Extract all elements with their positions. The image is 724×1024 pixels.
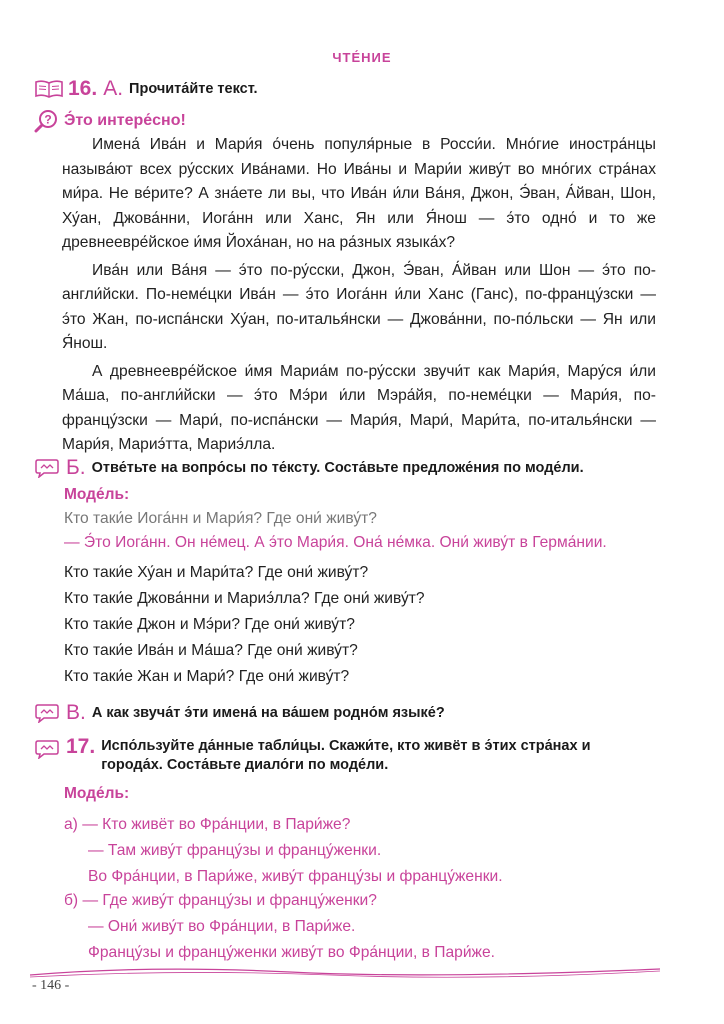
dialog-line: — Где живу́т францу́зы и францу́женки? [82, 892, 377, 909]
task17-header [34, 735, 591, 773]
dialog-line: — Кто живёт во Фра́нции, в Пари́же? [82, 816, 351, 833]
task17-number: 17. [66, 735, 96, 758]
dialog-line: — Там живу́т францу́зы и францу́женки. [88, 842, 382, 859]
speech-bubble-icon [34, 739, 60, 759]
interesting-label: Э́то интере́сно! [64, 112, 186, 129]
model-label: Моде́ль: [64, 785, 130, 802]
list-item: Кто таки́е Жан и Мари́? Где они́ живу́т? [64, 668, 350, 685]
reading-text [62, 133, 656, 458]
task16-a-header [34, 77, 258, 101]
task16-v-header [34, 701, 445, 725]
list-item: Кто таки́е Ху́ан и Мари́та? Где они́ живу́т? [64, 564, 369, 581]
model-label: Моде́ль: [64, 486, 130, 503]
footer-wave-divider [30, 963, 660, 981]
list-item: Кто таки́е Ива́н и Ма́ша? Где они́ живу́т? [64, 642, 358, 659]
dialog-b [64, 888, 495, 966]
task17-instruction-line: Испо́льзуйте да́нные табли́цы. Скажи́те, кто живёт в э́тих стра́нах и [101, 738, 591, 754]
dialog-marker: а) [64, 816, 78, 833]
reading-paragraph: Ива́н или Ва́ня — э́то по-ру́сски, Джон, Э́ван, А́йван или Шон — э́то по-англи́йски. По-неме́цки Ива́н — э́то Иога́нн и́ли Ханс (Ганс), по-францу́зски — э́то Жан, по-испа́нски Ху́ан, по-италья́нски — Джова́нни, по-по́льски — Ян или Я́нош. [62, 261, 656, 352]
task16-b-instruction: Отве́тьте на вопро́сы по те́ксту. Соста́вьте предложе́ния по моде́ли. [91, 460, 584, 476]
book-icon [34, 79, 64, 99]
model-question: Кто таки́е Иога́нн и Мари́я? Где они́ живу́т? [64, 510, 377, 527]
dialog-marker: б) [64, 892, 79, 909]
list-item: Кто таки́е Джон и Мэ́ри? Где они́ живу́т? [64, 616, 355, 633]
speech-bubble-icon [34, 703, 60, 723]
task16-v-letter: В. [66, 701, 86, 724]
task16-a-letter: А. [103, 77, 124, 100]
svg-text:?: ? [44, 112, 52, 127]
page-number: - 146 - [32, 978, 70, 993]
interesting-header [34, 109, 186, 133]
task16-b-letter: Б. [66, 456, 86, 479]
task16-v-instruction: А как звуча́т э́ти имена́ на ва́шем родно́м языке́? [91, 705, 445, 721]
dialog-line: Во Фра́нции, в Пари́же, живу́т францу́зы и францу́женки. [88, 868, 503, 885]
task16-b-header [34, 456, 584, 480]
section-title: ЧТЕ́НИЕ [332, 50, 392, 65]
dialog-line: Францу́зы и францу́женки живу́т во Фра́нции, в Пари́же. [88, 944, 495, 961]
magnifier-question-icon [34, 109, 60, 133]
speech-bubble-icon [34, 458, 60, 478]
question-list [64, 560, 425, 690]
dialog-a [64, 812, 503, 890]
model-answer: — Э́то Иога́нн. Он не́мец. А э́то Мари́я. Она́ не́мка. Они́ живу́т в Герма́нии. [64, 534, 607, 551]
task17-instruction-line: города́х. Соста́вьте диало́ги по моде́ли. [101, 757, 389, 773]
list-item: Кто таки́е Джова́нни и Мариэ́лла? Где они́ живу́т? [64, 590, 425, 607]
task16-number: 16. [68, 77, 98, 100]
task16-a-instruction: Прочита́йте текст. [129, 81, 258, 97]
dialog-line: — Они́ живу́т во Фра́нции, в Пари́же. [88, 918, 356, 935]
reading-paragraph: А древнеевре́йское и́мя Мариа́м по-ру́сски звучи́т как Мари́я, Мару́ся и́ли Ма́ша, по-англи́йски — э́то Мэ́ри и́ли Мэра́йя, по-неме́цки — Мари́я, по-францу́зски — Мари́, по-испа́нски — Мари́я, Мари́, Мари́та, по-италья́нски — Мари́я, Мариэ́тта, Мариэ́лла. [62, 362, 656, 453]
reading-paragraph: Имена́ Ива́н и Мари́я о́чень популя́рные в Росси́и. Мно́гие иностра́нцы называ́ют всех ру́сских Ива́нами. Но Ива́ны и Мари́и живу́т во мно́гих стра́нах ми́ра. Не ве́рите? А зна́ете ли вы, что Ива́н и́ли Ва́ня, Джон, Э́ван, А́йван, Шон, Ху́ан, Джова́нни, Иога́нн или Ханс, Ян или Я́нош — э́то одно́ и то же древнеевре́йское и́мя Йоха́нан, но на ра́зных языка́х? [62, 136, 656, 251]
task17-instruction [101, 735, 590, 773]
